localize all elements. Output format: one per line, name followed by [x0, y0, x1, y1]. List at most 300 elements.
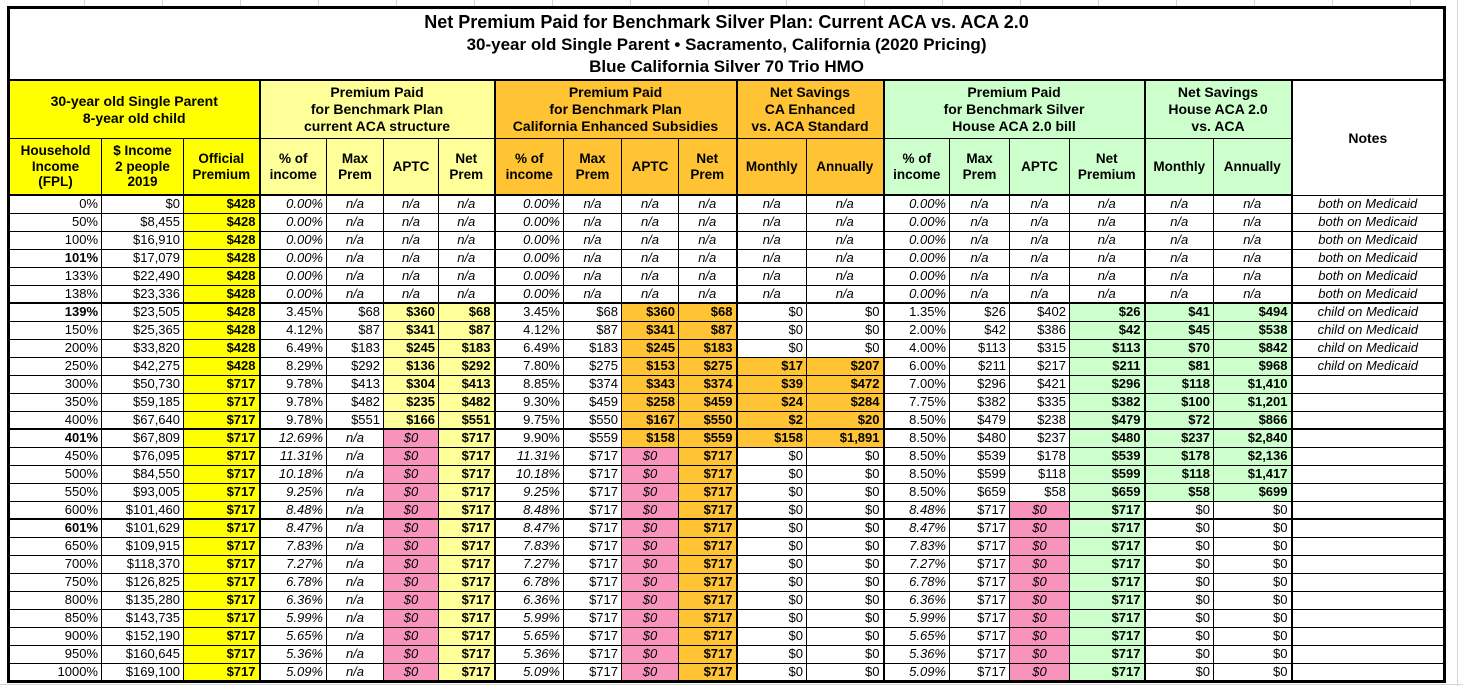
cell-house_sav-annually-800%[interactable]: $0 [1214, 591, 1292, 609]
cell-note-500%[interactable] [1292, 465, 1445, 483]
cell-ca-net-prem-400%[interactable]: $550 [679, 411, 737, 429]
cell-house-aptc-350%[interactable]: $335 [1010, 393, 1070, 411]
column-header-house-sav-monthly[interactable]: Monthly [1145, 139, 1214, 196]
cell-income-700%[interactable]: $118,370 [102, 555, 184, 573]
cell-aca-pct-101%[interactable]: 0.00% [260, 249, 327, 267]
cell-ca-pct-450%[interactable]: 11.31% [495, 447, 564, 465]
cell-aca-max-prem-139%[interactable]: $68 [327, 303, 384, 321]
cell-premium-900%[interactable]: $717 [184, 627, 260, 645]
cell-ca_sav-monthly-850%[interactable]: $0 [737, 609, 807, 627]
cell-ca-max-prem-600%[interactable]: $717 [564, 501, 622, 519]
cell-ca_sav-annually-101%[interactable]: n/a [807, 249, 884, 267]
cell-house-max-prem-850%[interactable]: $717 [950, 609, 1010, 627]
cell-ca-net-prem-139%[interactable]: $68 [679, 303, 737, 321]
cell-house-max-prem-700%[interactable]: $717 [950, 555, 1010, 573]
cell-income-950%[interactable]: $160,645 [102, 645, 184, 663]
cell-aca-max-prem-250%[interactable]: $292 [327, 357, 384, 375]
cell-aca-net-prem-139%[interactable]: $68 [439, 303, 495, 321]
cell-fpl-350%[interactable]: 350% [9, 393, 102, 411]
cell-ca_sav-annually-601%[interactable]: $0 [807, 519, 884, 537]
cell-premium-400%[interactable]: $717 [184, 411, 260, 429]
cell-ca-max-prem-150%[interactable]: $87 [564, 321, 622, 339]
cell-house-net-prem-133%[interactable]: n/a [1070, 267, 1145, 285]
cell-note-650%[interactable] [1292, 537, 1445, 555]
cell-note-1000%[interactable] [1292, 663, 1445, 681]
cell-ca_sav-monthly-400%[interactable]: $2 [737, 411, 807, 429]
cell-aca-pct-150%[interactable]: 4.12% [260, 321, 327, 339]
cell-aca-aptc-133%[interactable]: n/a [384, 267, 439, 285]
cell-house-net-prem-200%[interactable]: $113 [1070, 339, 1145, 357]
cell-house-max-prem-100%[interactable]: n/a [950, 231, 1010, 249]
cell-ca-net-prem-601%[interactable]: $717 [679, 519, 737, 537]
cell-income-200%[interactable]: $33,820 [102, 339, 184, 357]
cell-ca_sav-annually-150%[interactable]: $0 [807, 321, 884, 339]
cell-house_sav-annually-600%[interactable]: $0 [1214, 501, 1292, 519]
cell-house-net-prem-550%[interactable]: $659 [1070, 483, 1145, 501]
cell-income-100%[interactable]: $16,910 [102, 231, 184, 249]
cell-ca_sav-annually-50%[interactable]: n/a [807, 213, 884, 231]
group-header-ca-enhanced[interactable]: Premium Paid for Benchmark Plan California Enhanced Subsidies [495, 80, 737, 139]
cell-ca-aptc-101%[interactable]: n/a [622, 249, 679, 267]
cell-house-pct-600%[interactable]: 8.48% [884, 501, 950, 519]
cell-aca-pct-500%[interactable]: 10.18% [260, 465, 327, 483]
cell-house-net-prem-601%[interactable]: $717 [1070, 519, 1145, 537]
cell-ca-max-prem-400%[interactable]: $550 [564, 411, 622, 429]
cell-premium-350%[interactable]: $717 [184, 393, 260, 411]
cell-aca-aptc-50%[interactable]: n/a [384, 213, 439, 231]
cell-house-aptc-50%[interactable]: n/a [1010, 213, 1070, 231]
cell-ca-pct-50%[interactable]: 0.00% [495, 213, 564, 231]
cell-note-401%[interactable] [1292, 429, 1445, 447]
cell-ca-aptc-0%[interactable]: n/a [622, 195, 679, 213]
cell-house_sav-monthly-200%[interactable]: $70 [1145, 339, 1214, 357]
cell-house-max-prem-150%[interactable]: $42 [950, 321, 1010, 339]
cell-income-401%[interactable]: $67,809 [102, 429, 184, 447]
cell-house_sav-annually-850%[interactable]: $0 [1214, 609, 1292, 627]
cell-ca_sav-monthly-601%[interactable]: $0 [737, 519, 807, 537]
cell-aca-max-prem-133%[interactable]: n/a [327, 267, 384, 285]
cell-aca-net-prem-400%[interactable]: $551 [439, 411, 495, 429]
cell-note-601%[interactable] [1292, 519, 1445, 537]
cell-aca-pct-800%[interactable]: 6.36% [260, 591, 327, 609]
cell-ca-pct-139%[interactable]: 3.45% [495, 303, 564, 321]
cell-aca-pct-550%[interactable]: 9.25% [260, 483, 327, 501]
cell-ca_sav-monthly-300%[interactable]: $39 [737, 375, 807, 393]
cell-aca-aptc-1000%[interactable]: $0 [384, 663, 439, 681]
cell-ca-pct-500%[interactable]: 10.18% [495, 465, 564, 483]
cell-income-150%[interactable]: $25,365 [102, 321, 184, 339]
cell-house-aptc-500%[interactable]: $118 [1010, 465, 1070, 483]
cell-aca-aptc-550%[interactable]: $0 [384, 483, 439, 501]
cell-house-aptc-300%[interactable]: $421 [1010, 375, 1070, 393]
cell-ca_sav-monthly-150%[interactable]: $0 [737, 321, 807, 339]
cell-aca-net-prem-200%[interactable]: $183 [439, 339, 495, 357]
cell-note-300%[interactable] [1292, 375, 1445, 393]
column-header-aca-aptc[interactable]: APTC [384, 139, 439, 196]
cell-ca_sav-monthly-401%[interactable]: $158 [737, 429, 807, 447]
cell-note-400%[interactable] [1292, 411, 1445, 429]
cell-aca-aptc-950%[interactable]: $0 [384, 645, 439, 663]
cell-income-250%[interactable]: $42,275 [102, 357, 184, 375]
cell-aca-net-prem-650%[interactable]: $717 [439, 537, 495, 555]
cell-ca_sav-monthly-350%[interactable]: $24 [737, 393, 807, 411]
cell-house-max-prem-450%[interactable]: $539 [950, 447, 1010, 465]
cell-ca-pct-138%[interactable]: 0.00% [495, 285, 564, 303]
cell-ca_sav-annually-0%[interactable]: n/a [807, 195, 884, 213]
cell-income-0%[interactable]: $0 [102, 195, 184, 213]
cell-fpl-450%[interactable]: 450% [9, 447, 102, 465]
cell-aca-pct-750%[interactable]: 6.78% [260, 573, 327, 591]
cell-income-400%[interactable]: $67,640 [102, 411, 184, 429]
cell-aca-max-prem-0%[interactable]: n/a [327, 195, 384, 213]
cell-house-pct-900%[interactable]: 5.65% [884, 627, 950, 645]
cell-aca-max-prem-700%[interactable]: n/a [327, 555, 384, 573]
cell-house-aptc-138%[interactable]: n/a [1010, 285, 1070, 303]
cell-note-800%[interactable] [1292, 591, 1445, 609]
cell-aca-net-prem-101%[interactable]: n/a [439, 249, 495, 267]
cell-house-net-prem-0%[interactable]: n/a [1070, 195, 1145, 213]
cell-house-pct-450%[interactable]: 8.50% [884, 447, 950, 465]
cell-aca-pct-50%[interactable]: 0.00% [260, 213, 327, 231]
cell-aca-max-prem-750%[interactable]: n/a [327, 573, 384, 591]
cell-ca_sav-monthly-550%[interactable]: $0 [737, 483, 807, 501]
cell-ca-max-prem-200%[interactable]: $183 [564, 339, 622, 357]
cell-aca-net-prem-600%[interactable]: $717 [439, 501, 495, 519]
cell-house_sav-monthly-0%[interactable]: n/a [1145, 195, 1214, 213]
cell-aca-aptc-100%[interactable]: n/a [384, 231, 439, 249]
cell-house_sav-monthly-750%[interactable]: $0 [1145, 573, 1214, 591]
cell-house_sav-monthly-650%[interactable]: $0 [1145, 537, 1214, 555]
cell-income-350%[interactable]: $59,185 [102, 393, 184, 411]
cell-house-pct-750%[interactable]: 6.78% [884, 573, 950, 591]
cell-ca_sav-monthly-1000%[interactable]: $0 [737, 663, 807, 681]
cell-ca_sav-annually-350%[interactable]: $284 [807, 393, 884, 411]
cell-aca-net-prem-700%[interactable]: $717 [439, 555, 495, 573]
cell-house-pct-400%[interactable]: 8.50% [884, 411, 950, 429]
cell-premium-950%[interactable]: $717 [184, 645, 260, 663]
cell-ca-net-prem-700%[interactable]: $717 [679, 555, 737, 573]
cell-ca_sav-annually-133%[interactable]: n/a [807, 267, 884, 285]
cell-ca-max-prem-950%[interactable]: $717 [564, 645, 622, 663]
cell-ca-max-prem-550%[interactable]: $717 [564, 483, 622, 501]
cell-fpl-650%[interactable]: 650% [9, 537, 102, 555]
cell-house_sav-monthly-900%[interactable]: $0 [1145, 627, 1214, 645]
cell-premium-133%[interactable]: $428 [184, 267, 260, 285]
cell-premium-0%[interactable]: $428 [184, 195, 260, 213]
cell-aca-aptc-0%[interactable]: n/a [384, 195, 439, 213]
cell-ca_sav-annually-300%[interactable]: $472 [807, 375, 884, 393]
cell-house_sav-annually-450%[interactable]: $2,136 [1214, 447, 1292, 465]
cell-house-max-prem-101%[interactable]: n/a [950, 249, 1010, 267]
cell-house_sav-annually-550%[interactable]: $699 [1214, 483, 1292, 501]
cell-aca-pct-250%[interactable]: 8.29% [260, 357, 327, 375]
cell-ca_sav-monthly-101%[interactable]: n/a [737, 249, 807, 267]
cell-ca-aptc-100%[interactable]: n/a [622, 231, 679, 249]
cell-house-pct-50%[interactable]: 0.00% [884, 213, 950, 231]
cell-house_sav-annually-138%[interactable]: n/a [1214, 285, 1292, 303]
cell-ca_sav-monthly-650%[interactable]: $0 [737, 537, 807, 555]
cell-house_sav-monthly-950%[interactable]: $0 [1145, 645, 1214, 663]
cell-income-550%[interactable]: $93,005 [102, 483, 184, 501]
cell-aca-aptc-800%[interactable]: $0 [384, 591, 439, 609]
cell-house-aptc-450%[interactable]: $178 [1010, 447, 1070, 465]
group-header-ca-savings[interactable]: Net Savings CA Enhanced vs. ACA Standard [737, 80, 884, 139]
cell-aca-max-prem-600%[interactable]: n/a [327, 501, 384, 519]
column-header-income[interactable]: $ Income 2 people 2019 [102, 139, 184, 196]
cell-income-900%[interactable]: $152,190 [102, 627, 184, 645]
cell-aca-max-prem-550%[interactable]: n/a [327, 483, 384, 501]
cell-income-800%[interactable]: $135,280 [102, 591, 184, 609]
cell-note-900%[interactable] [1292, 627, 1445, 645]
cell-aca-aptc-700%[interactable]: $0 [384, 555, 439, 573]
cell-house-net-prem-138%[interactable]: n/a [1070, 285, 1145, 303]
cell-premium-500%[interactable]: $717 [184, 465, 260, 483]
cell-house-max-prem-650%[interactable]: $717 [950, 537, 1010, 555]
cell-ca-aptc-139%[interactable]: $360 [622, 303, 679, 321]
cell-house-aptc-550%[interactable]: $58 [1010, 483, 1070, 501]
cell-house-max-prem-350%[interactable]: $382 [950, 393, 1010, 411]
cell-aca-aptc-450%[interactable]: $0 [384, 447, 439, 465]
cell-house-aptc-750%[interactable]: $0 [1010, 573, 1070, 591]
cell-house_sav-monthly-250%[interactable]: $81 [1145, 357, 1214, 375]
cell-ca-net-prem-401%[interactable]: $559 [679, 429, 737, 447]
cell-ca-net-prem-50%[interactable]: n/a [679, 213, 737, 231]
cell-house_sav-annually-401%[interactable]: $2,840 [1214, 429, 1292, 447]
cell-aca-aptc-850%[interactable]: $0 [384, 609, 439, 627]
cell-house-max-prem-401%[interactable]: $480 [950, 429, 1010, 447]
cell-aca-max-prem-100%[interactable]: n/a [327, 231, 384, 249]
cell-aca-aptc-401%[interactable]: $0 [384, 429, 439, 447]
cell-aca-aptc-650%[interactable]: $0 [384, 537, 439, 555]
cell-ca-net-prem-750%[interactable]: $717 [679, 573, 737, 591]
cell-aca-aptc-101%[interactable]: n/a [384, 249, 439, 267]
cell-note-150%[interactable]: child on Medicaid [1292, 321, 1445, 339]
cell-ca_sav-annually-250%[interactable]: $207 [807, 357, 884, 375]
cell-fpl-750%[interactable]: 750% [9, 573, 102, 591]
cell-house_sav-annually-250%[interactable]: $968 [1214, 357, 1292, 375]
cell-aca-net-prem-150%[interactable]: $87 [439, 321, 495, 339]
cell-ca-aptc-650%[interactable]: $0 [622, 537, 679, 555]
group-header-current-aca[interactable]: Premium Paid for Benchmark Plan current ACA structure [260, 80, 495, 139]
cell-house_sav-monthly-300%[interactable]: $118 [1145, 375, 1214, 393]
cell-aca-net-prem-100%[interactable]: n/a [439, 231, 495, 249]
cell-house-net-prem-100%[interactable]: n/a [1070, 231, 1145, 249]
cell-house-max-prem-1000%[interactable]: $717 [950, 663, 1010, 681]
cell-aca-net-prem-601%[interactable]: $717 [439, 519, 495, 537]
cell-ca_sav-annually-139%[interactable]: $0 [807, 303, 884, 321]
cell-house-net-prem-850%[interactable]: $717 [1070, 609, 1145, 627]
cell-ca_sav-monthly-0%[interactable]: n/a [737, 195, 807, 213]
cell-aca-aptc-150%[interactable]: $341 [384, 321, 439, 339]
cell-ca-max-prem-401%[interactable]: $559 [564, 429, 622, 447]
cell-ca-pct-250%[interactable]: 7.80% [495, 357, 564, 375]
cell-ca-max-prem-800%[interactable]: $717 [564, 591, 622, 609]
cell-premium-550%[interactable]: $717 [184, 483, 260, 501]
cell-house_sav-annually-300%[interactable]: $1,410 [1214, 375, 1292, 393]
cell-note-750%[interactable] [1292, 573, 1445, 591]
cell-premium-450%[interactable]: $717 [184, 447, 260, 465]
cell-house_sav-annually-500%[interactable]: $1,417 [1214, 465, 1292, 483]
cell-house-pct-601%[interactable]: 8.47% [884, 519, 950, 537]
cell-aca-max-prem-800%[interactable]: n/a [327, 591, 384, 609]
cell-house-max-prem-950%[interactable]: $717 [950, 645, 1010, 663]
column-header-house-pct-income[interactable]: % of income [884, 139, 950, 196]
cell-ca_sav-annually-138%[interactable]: n/a [807, 285, 884, 303]
cell-premium-250%[interactable]: $428 [184, 357, 260, 375]
cell-ca-aptc-400%[interactable]: $167 [622, 411, 679, 429]
cell-fpl-200%[interactable]: 200% [9, 339, 102, 357]
cell-ca_sav-monthly-900%[interactable]: $0 [737, 627, 807, 645]
cell-aca-aptc-200%[interactable]: $245 [384, 339, 439, 357]
cell-note-0%[interactable]: both on Medicaid [1292, 195, 1445, 213]
cell-house-max-prem-50%[interactable]: n/a [950, 213, 1010, 231]
cell-house_sav-annually-650%[interactable]: $0 [1214, 537, 1292, 555]
cell-ca-max-prem-500%[interactable]: $717 [564, 465, 622, 483]
cell-house-net-prem-900%[interactable]: $717 [1070, 627, 1145, 645]
cell-aca-max-prem-400%[interactable]: $551 [327, 411, 384, 429]
cell-ca-pct-950%[interactable]: 5.36% [495, 645, 564, 663]
cell-ca-max-prem-50%[interactable]: n/a [564, 213, 622, 231]
cell-premium-800%[interactable]: $717 [184, 591, 260, 609]
cell-aca-net-prem-750%[interactable]: $717 [439, 573, 495, 591]
cell-income-450%[interactable]: $76,095 [102, 447, 184, 465]
cell-aca-net-prem-133%[interactable]: n/a [439, 267, 495, 285]
cell-fpl-138%[interactable]: 138% [9, 285, 102, 303]
cell-house_sav-monthly-139%[interactable]: $41 [1145, 303, 1214, 321]
cell-house-max-prem-139%[interactable]: $26 [950, 303, 1010, 321]
cell-aca-max-prem-950%[interactable]: n/a [327, 645, 384, 663]
cell-ca-max-prem-300%[interactable]: $374 [564, 375, 622, 393]
cell-house-net-prem-150%[interactable]: $42 [1070, 321, 1145, 339]
cell-ca_sav-annually-200%[interactable]: $0 [807, 339, 884, 357]
cell-house-pct-250%[interactable]: 6.00% [884, 357, 950, 375]
cell-house-net-prem-400%[interactable]: $479 [1070, 411, 1145, 429]
cell-income-650%[interactable]: $109,915 [102, 537, 184, 555]
cell-house-aptc-950%[interactable]: $0 [1010, 645, 1070, 663]
cell-house-net-prem-700%[interactable]: $717 [1070, 555, 1145, 573]
cell-house_sav-monthly-400%[interactable]: $72 [1145, 411, 1214, 429]
cell-ca_sav-monthly-450%[interactable]: $0 [737, 447, 807, 465]
cell-house_sav-monthly-700%[interactable]: $0 [1145, 555, 1214, 573]
column-header-aca-net-prem[interactable]: Net Prem [439, 139, 495, 196]
cell-fpl-300%[interactable]: 300% [9, 375, 102, 393]
cell-ca-max-prem-750%[interactable]: $717 [564, 573, 622, 591]
cell-house-aptc-1000%[interactable]: $0 [1010, 663, 1070, 681]
cell-house-pct-133%[interactable]: 0.00% [884, 267, 950, 285]
cell-fpl-700%[interactable]: 700% [9, 555, 102, 573]
cell-house-max-prem-200%[interactable]: $113 [950, 339, 1010, 357]
cell-ca-aptc-150%[interactable]: $341 [622, 321, 679, 339]
column-header-ca-max-prem[interactable]: Max Prem [564, 139, 622, 196]
cell-ca_sav-annually-650%[interactable]: $0 [807, 537, 884, 555]
column-header-ca-sav-annually[interactable]: Annually [807, 139, 884, 196]
cell-ca-pct-601%[interactable]: 8.47% [495, 519, 564, 537]
cell-fpl-950%[interactable]: 950% [9, 645, 102, 663]
cell-note-100%[interactable]: both on Medicaid [1292, 231, 1445, 249]
cell-house_sav-annually-133%[interactable]: n/a [1214, 267, 1292, 285]
cell-house-aptc-100%[interactable]: n/a [1010, 231, 1070, 249]
cell-aca-pct-700%[interactable]: 7.27% [260, 555, 327, 573]
cell-aca-pct-1000%[interactable]: 5.09% [260, 663, 327, 681]
cell-aca-net-prem-1000%[interactable]: $717 [439, 663, 495, 681]
cell-ca-aptc-138%[interactable]: n/a [622, 285, 679, 303]
cell-aca-pct-850%[interactable]: 5.99% [260, 609, 327, 627]
cell-house-pct-800%[interactable]: 6.36% [884, 591, 950, 609]
cell-income-50%[interactable]: $8,455 [102, 213, 184, 231]
cell-aca-net-prem-350%[interactable]: $482 [439, 393, 495, 411]
cell-ca-max-prem-139%[interactable]: $68 [564, 303, 622, 321]
cell-income-500%[interactable]: $84,550 [102, 465, 184, 483]
cell-aca-max-prem-450%[interactable]: n/a [327, 447, 384, 465]
cell-house-net-prem-139%[interactable]: $26 [1070, 303, 1145, 321]
cell-house-max-prem-900%[interactable]: $717 [950, 627, 1010, 645]
cell-house_sav-monthly-601%[interactable]: $0 [1145, 519, 1214, 537]
cell-house-net-prem-250%[interactable]: $211 [1070, 357, 1145, 375]
cell-ca-max-prem-450%[interactable]: $717 [564, 447, 622, 465]
cell-house_sav-annually-0%[interactable]: n/a [1214, 195, 1292, 213]
cell-fpl-600%[interactable]: 600% [9, 501, 102, 519]
cell-aca-aptc-350%[interactable]: $235 [384, 393, 439, 411]
cell-house_sav-monthly-150%[interactable]: $45 [1145, 321, 1214, 339]
cell-note-200%[interactable]: child on Medicaid [1292, 339, 1445, 357]
column-header-aca-max-prem[interactable]: Max Prem [327, 139, 384, 196]
cell-house-net-prem-50%[interactable]: n/a [1070, 213, 1145, 231]
cell-ca-aptc-401%[interactable]: $158 [622, 429, 679, 447]
cell-fpl-1000%[interactable]: 1000% [9, 663, 102, 681]
column-header-aca-pct-income[interactable]: % of income [260, 139, 327, 196]
cell-house_sav-monthly-101%[interactable]: n/a [1145, 249, 1214, 267]
cell-house-pct-700%[interactable]: 7.27% [884, 555, 950, 573]
cell-fpl-601%[interactable]: 601% [9, 519, 102, 537]
cell-house-pct-950%[interactable]: 5.36% [884, 645, 950, 663]
cell-fpl-250%[interactable]: 250% [9, 357, 102, 375]
cell-house-pct-650%[interactable]: 7.83% [884, 537, 950, 555]
cell-house_sav-monthly-401%[interactable]: $237 [1145, 429, 1214, 447]
cell-premium-150%[interactable]: $428 [184, 321, 260, 339]
cell-house-aptc-150%[interactable]: $386 [1010, 321, 1070, 339]
cell-house-aptc-400%[interactable]: $238 [1010, 411, 1070, 429]
cell-ca-max-prem-350%[interactable]: $459 [564, 393, 622, 411]
cell-fpl-133%[interactable]: 133% [9, 267, 102, 285]
cell-premium-138%[interactable]: $428 [184, 285, 260, 303]
cell-house-max-prem-400%[interactable]: $479 [950, 411, 1010, 429]
cell-aca-net-prem-401%[interactable]: $717 [439, 429, 495, 447]
cell-house-pct-401%[interactable]: 8.50% [884, 429, 950, 447]
cell-house_sav-annually-750%[interactable]: $0 [1214, 573, 1292, 591]
cell-house_sav-monthly-600%[interactable]: $0 [1145, 501, 1214, 519]
cell-ca_sav-monthly-50%[interactable]: n/a [737, 213, 807, 231]
cell-ca_sav-monthly-700%[interactable]: $0 [737, 555, 807, 573]
cell-house_sav-annually-100%[interactable]: n/a [1214, 231, 1292, 249]
column-header-house-max-prem[interactable]: Max Prem [950, 139, 1010, 196]
cell-note-600%[interactable] [1292, 501, 1445, 519]
cell-fpl-550%[interactable]: 550% [9, 483, 102, 501]
column-header-ca-pct-income[interactable]: % of income [495, 139, 564, 196]
cell-ca-pct-600%[interactable]: 8.48% [495, 501, 564, 519]
cell-aca-net-prem-550%[interactable]: $717 [439, 483, 495, 501]
cell-income-600%[interactable]: $101,460 [102, 501, 184, 519]
cell-ca_sav-annually-900%[interactable]: $0 [807, 627, 884, 645]
cell-aca-pct-0%[interactable]: 0.00% [260, 195, 327, 213]
cell-house-net-prem-600%[interactable]: $717 [1070, 501, 1145, 519]
cell-ca-max-prem-850%[interactable]: $717 [564, 609, 622, 627]
cell-house-max-prem-133%[interactable]: n/a [950, 267, 1010, 285]
cell-aca-net-prem-800%[interactable]: $717 [439, 591, 495, 609]
cell-aca-pct-900%[interactable]: 5.65% [260, 627, 327, 645]
cell-income-101%[interactable]: $17,079 [102, 249, 184, 267]
cell-ca-aptc-850%[interactable]: $0 [622, 609, 679, 627]
cell-house_sav-annually-1000%[interactable]: $0 [1214, 663, 1292, 681]
